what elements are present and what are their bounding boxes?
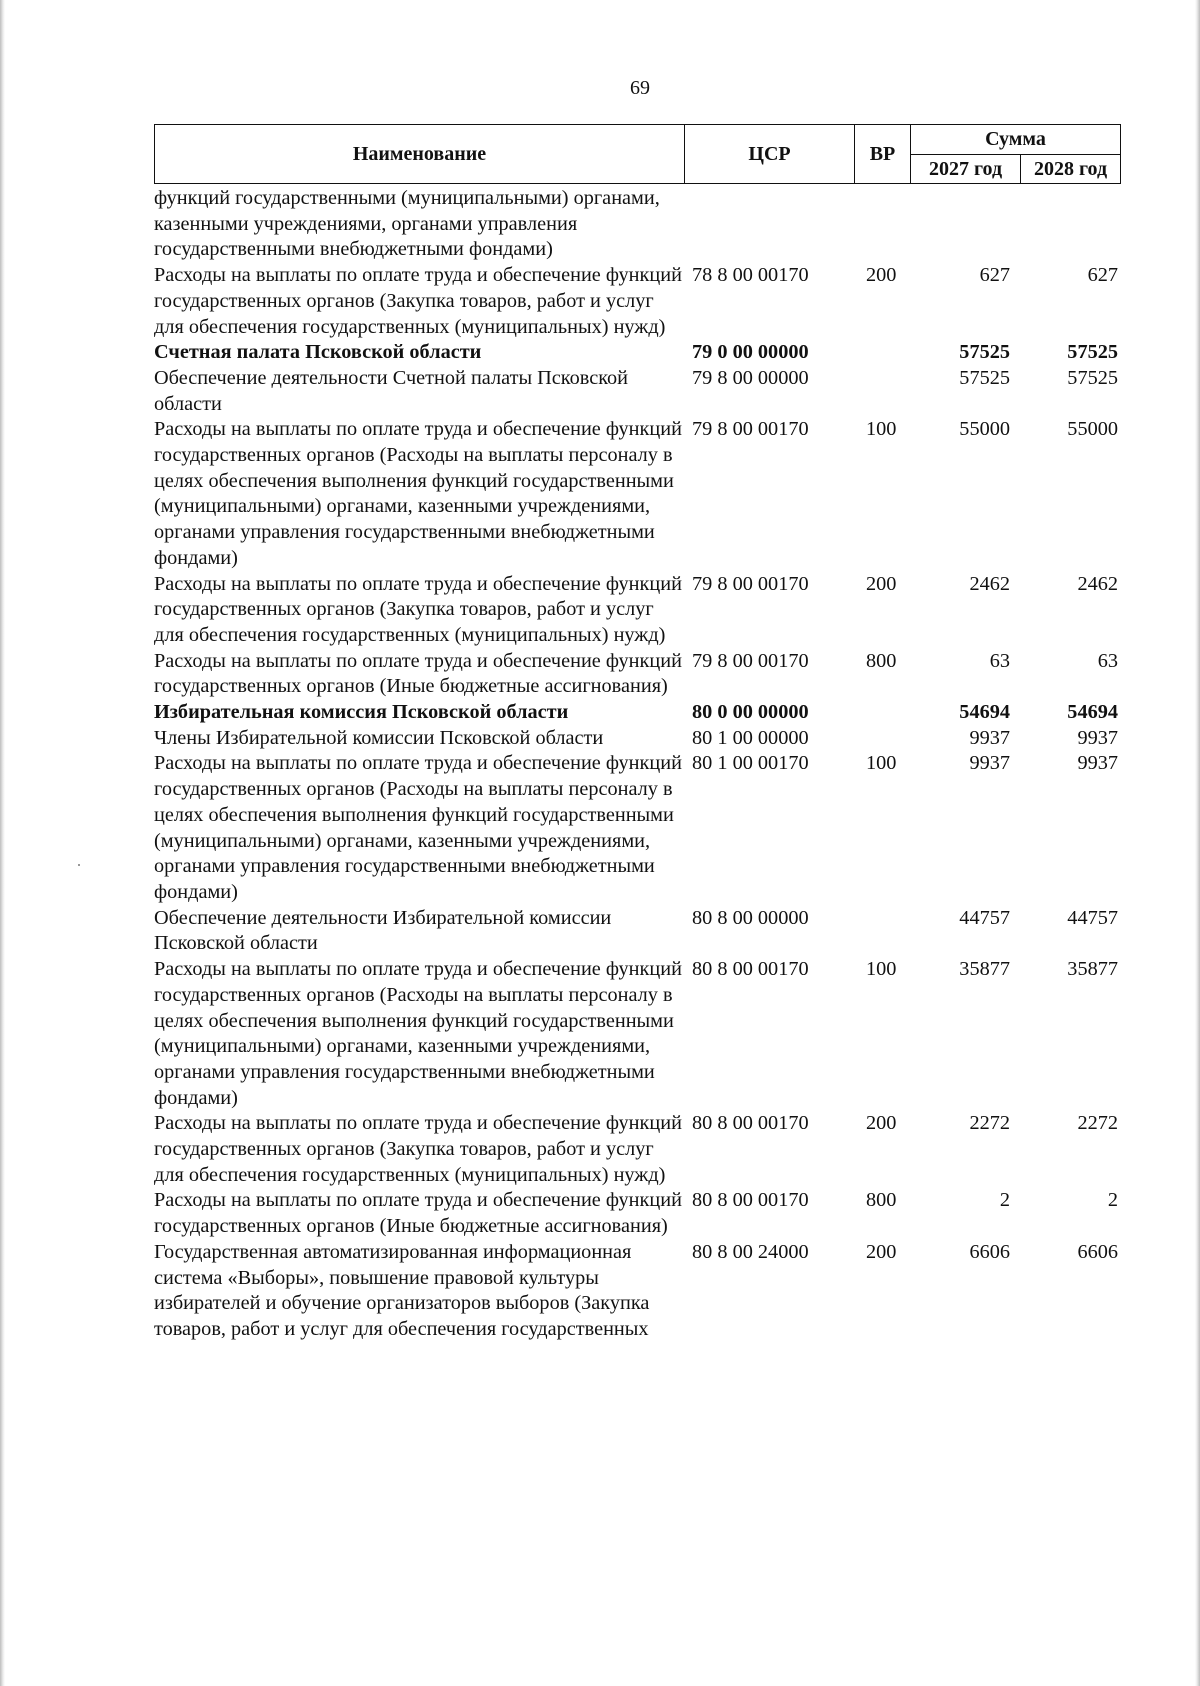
header-csr: ЦСР [685, 125, 855, 184]
table-row [154, 751, 1120, 905]
scan-edge-left [0, 0, 5, 1686]
row-csr: 79 0 00 00000 [692, 341, 809, 364]
row-csr [684, 186, 854, 263]
row-sum-2027: 54694 [959, 701, 1010, 724]
row-sum-2027: 57525 [959, 366, 1010, 389]
table-row [154, 366, 1120, 417]
row-sum-2027: 44757 [959, 906, 1010, 929]
row-csr: 79 8 00 00170 [692, 418, 809, 441]
row-csr: 79 8 00 00170 [692, 649, 809, 672]
table-row [154, 186, 1120, 263]
row-sum-2028: 6606 [1077, 1240, 1118, 1263]
row-name: функций государственными (муниципальными) органами, казенными учреждениями, органами управления государственными внебюджетными фондами) [154, 187, 660, 261]
row-sum-2027: 9937 [969, 752, 1010, 775]
row-name: Члены Избирательной комиссии Псковской области [154, 726, 604, 749]
scan-edge-right [1195, 0, 1200, 1686]
row-sum-2027 [910, 186, 1020, 263]
row-sum-2028: 54694 [1067, 701, 1118, 724]
row-csr: 80 1 00 00170 [692, 752, 809, 775]
row-sum-2028: 9937 [1077, 726, 1118, 749]
row-sum-2027: 9937 [969, 726, 1010, 749]
row-csr: 78 8 00 00170 [692, 264, 809, 287]
budget-table-body [154, 186, 1120, 1343]
row-vr: 200 [866, 1112, 897, 1135]
row-name: Расходы на выплаты по оплате труда и обеспечение функций государственных органов (Закупка товаров, работ и услуг для обеспечения государственных (муниципальных) нужд) [154, 1112, 682, 1186]
row-name: Расходы на выплаты по оплате труда и обеспечение функций государственных органов (Расходы на выплаты персоналу в целях обеспечения выполнения функций государственными (муниципальными) органами, казенными учреждениями, органами управления государственными внебюджетными фондами) [154, 752, 682, 903]
table-row [154, 957, 1120, 1111]
row-sum-2027: 63 [989, 649, 1010, 672]
row-vr: 200 [866, 572, 897, 595]
header-vr: ВР [855, 125, 911, 184]
header-sum: Сумма [911, 125, 1121, 155]
row-vr [854, 726, 910, 752]
row-sum-2027: 6606 [969, 1240, 1010, 1263]
table-row [154, 572, 1120, 649]
row-sum-2027: 55000 [959, 418, 1010, 441]
row-name: Избирательная комиссия Псковской области [154, 701, 569, 724]
row-name: Государственная автоматизированная информационная система «Выборы», повышение правовой культуры избирателей и обучение организаторов выборов (Закупка товаров, работ и услуг для обеспечения государственных [154, 1240, 650, 1340]
header-year-2028: 2028 год [1021, 155, 1121, 184]
row-sum-2027: 627 [979, 264, 1010, 287]
table-row [154, 1111, 1120, 1188]
table-row [154, 1240, 1120, 1343]
row-sum-2028: 2272 [1077, 1112, 1118, 1135]
row-sum-2027: 57525 [959, 341, 1010, 364]
row-name: Счетная палата Псковской области [154, 341, 482, 364]
row-sum-2028 [1020, 186, 1120, 263]
row-sum-2028: 2462 [1077, 572, 1118, 595]
row-vr: 800 [866, 1189, 897, 1212]
row-name: Расходы на выплаты по оплате труда и обеспечение функций государственных органов (Иные бюджетные ассигнования) [154, 649, 682, 698]
row-name: Обеспечение деятельности Счетной палаты Псковской области [154, 366, 629, 415]
table-header [154, 124, 1120, 184]
row-name: Расходы на выплаты по оплате труда и обеспечение функций государственных органов (Иные бюджетные ассигнования) [154, 1189, 682, 1238]
table-row [154, 417, 1120, 571]
budget-table [154, 186, 1120, 1343]
table-row [154, 649, 1120, 700]
row-vr [854, 906, 910, 957]
row-sum-2027: 2462 [969, 572, 1010, 595]
table-row [154, 340, 1120, 366]
row-vr [854, 186, 910, 263]
row-name: Обеспечение деятельности Избирательной комиссии Псковской области [154, 906, 612, 955]
row-csr: 80 8 00 00170 [692, 958, 809, 981]
row-vr [854, 340, 910, 366]
row-csr: 80 8 00 00000 [692, 906, 809, 929]
row-csr: 80 0 00 00000 [692, 701, 809, 724]
row-csr: 80 1 00 00000 [692, 726, 809, 749]
row-vr [854, 366, 910, 417]
row-sum-2028: 627 [1087, 264, 1118, 287]
row-sum-2028: 63 [1097, 649, 1118, 672]
table-row [154, 263, 1120, 340]
row-vr [854, 700, 910, 726]
row-name: Расходы на выплаты по оплате труда и обеспечение функций государственных органов (Закупка товаров, работ и услуг для обеспечения государственных (муниципальных) нужд) [154, 572, 682, 646]
row-vr: 200 [866, 1240, 897, 1263]
row-sum-2028: 44757 [1067, 906, 1118, 929]
header-name: Наименование [155, 125, 685, 184]
row-sum-2027: 2 [999, 1189, 1010, 1212]
row-vr: 100 [866, 752, 897, 775]
row-csr: 79 8 00 00000 [692, 366, 809, 389]
row-sum-2027: 35877 [959, 958, 1010, 981]
row-sum-2028: 9937 [1077, 752, 1118, 775]
row-name: Расходы на выплаты по оплате труда и обеспечение функций государственных органов (Расходы на выплаты персоналу в целях обеспечения выполнения функций государственными (муниципальными) органами, казенными учреждениями, органами управления государственными внебюджетными фондами) [154, 418, 682, 569]
table-row [154, 906, 1120, 957]
row-name: Расходы на выплаты по оплате труда и обеспечение функций государственных органов (Расходы на выплаты персоналу в целях обеспечения выполнения функций государственными (муниципальными) органами, казенными учреждениями, органами управления государственными внебюджетными фондами) [154, 958, 682, 1109]
row-vr: 100 [866, 418, 897, 441]
row-sum-2027: 2272 [969, 1112, 1010, 1135]
table-row [154, 700, 1120, 726]
row-vr: 100 [866, 958, 897, 981]
table-row [154, 1188, 1120, 1239]
row-csr: 80 8 00 24000 [692, 1240, 809, 1263]
row-csr: 80 8 00 00170 [692, 1189, 809, 1212]
scan-speck [78, 864, 80, 866]
header-year-2027: 2027 год [911, 155, 1021, 184]
table-row [154, 726, 1120, 752]
row-sum-2028: 57525 [1067, 341, 1118, 364]
row-csr: 79 8 00 00170 [692, 572, 809, 595]
row-name: Расходы на выплаты по оплате труда и обеспечение функций государственных органов (Закупка товаров, работ и услуг для обеспечения государственных (муниципальных) нужд) [154, 264, 682, 338]
row-vr: 200 [866, 264, 897, 287]
row-sum-2028: 55000 [1067, 418, 1118, 441]
row-sum-2028: 35877 [1067, 958, 1118, 981]
row-sum-2028: 2 [1107, 1189, 1118, 1212]
row-vr: 800 [866, 649, 897, 672]
row-sum-2028: 57525 [1067, 366, 1118, 389]
row-csr: 80 8 00 00170 [692, 1112, 809, 1135]
page-number: 69 [630, 77, 650, 99]
